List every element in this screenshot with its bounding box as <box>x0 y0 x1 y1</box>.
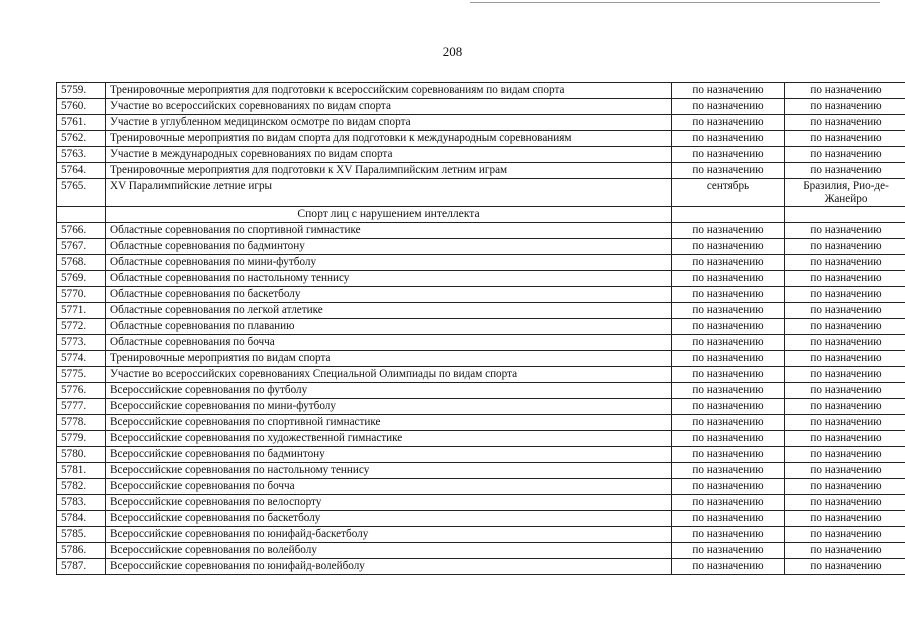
row-number: 5786. <box>57 543 106 559</box>
section-num-cell <box>57 207 106 223</box>
table-row <box>57 239 905 255</box>
event-name: Всероссийские соревнования по настольному теннису <box>106 463 672 479</box>
event-name: Всероссийские соревнования по футболу <box>106 383 672 399</box>
section-row <box>57 207 905 223</box>
row-number: 5775. <box>57 367 106 383</box>
event-date: по назначению <box>672 255 785 271</box>
row-number: 5771. <box>57 303 106 319</box>
table-row <box>57 179 905 207</box>
event-place: по назначению <box>785 367 905 383</box>
event-date: по назначению <box>672 495 785 511</box>
event-place: по назначению <box>785 271 905 287</box>
event-name: Всероссийские соревнования по велоспорту <box>106 495 672 511</box>
event-date: по назначению <box>672 99 785 115</box>
row-number: 5760. <box>57 99 106 115</box>
table-row <box>57 271 905 287</box>
row-number: 5761. <box>57 115 106 131</box>
table-row <box>57 163 905 179</box>
row-number: 5765. <box>57 179 106 207</box>
row-number: 5778. <box>57 415 106 431</box>
row-number: 5783. <box>57 495 106 511</box>
event-name: Областные соревнования по легкой атлетике <box>106 303 672 319</box>
event-name: Областные соревнования по бадминтону <box>106 239 672 255</box>
row-number: 5766. <box>57 223 106 239</box>
section-place-cell <box>785 207 905 223</box>
event-name: Всероссийские соревнования по баскетболу <box>106 511 672 527</box>
table-row <box>57 147 905 163</box>
event-name: Всероссийские соревнования по юнифайд-баскетболу <box>106 527 672 543</box>
event-date: по назначению <box>672 115 785 131</box>
event-place: по назначению <box>785 383 905 399</box>
event-place: по назначению <box>785 351 905 367</box>
row-number: 5772. <box>57 319 106 335</box>
row-number: 5779. <box>57 431 106 447</box>
event-date: по назначению <box>672 511 785 527</box>
event-place: по назначению <box>785 415 905 431</box>
event-name: Всероссийские соревнования по волейболу <box>106 543 672 559</box>
event-name: Всероссийские соревнования по художественной гимнастике <box>106 431 672 447</box>
row-number: 5770. <box>57 287 106 303</box>
table-row <box>57 335 905 351</box>
table-row <box>57 431 905 447</box>
table-row <box>57 99 905 115</box>
event-name: Тренировочные мероприятия для подготовки к всероссийским соревнованиям по видам спорта <box>106 83 672 99</box>
table-row <box>57 463 905 479</box>
table-row <box>57 115 905 131</box>
table-row <box>57 527 905 543</box>
event-place: по назначению <box>785 399 905 415</box>
table-row <box>57 319 905 335</box>
event-date: по назначению <box>672 447 785 463</box>
event-place: по назначению <box>785 239 905 255</box>
event-date: по назначению <box>672 415 785 431</box>
event-place: Бразилия, Рио-де-Жанейро <box>785 179 905 207</box>
event-date: по назначению <box>672 223 785 239</box>
event-name: Областные соревнования по мини-футболу <box>106 255 672 271</box>
event-date: по назначению <box>672 559 785 575</box>
row-number: 5785. <box>57 527 106 543</box>
event-name: Всероссийские соревнования по бочча <box>106 479 672 495</box>
table-row <box>57 303 905 319</box>
event-name: Участие во всероссийских соревнованиях по видам спорта <box>106 99 672 115</box>
row-number: 5784. <box>57 511 106 527</box>
event-date: по назначению <box>672 147 785 163</box>
table-row <box>57 479 905 495</box>
table-row <box>57 447 905 463</box>
row-number: 5759. <box>57 83 106 99</box>
event-place: по назначению <box>785 147 905 163</box>
event-date: по назначению <box>672 351 785 367</box>
event-name: Всероссийские соревнования по спортивной гимнастике <box>106 415 672 431</box>
event-place: по назначению <box>785 559 905 575</box>
table-row <box>57 415 905 431</box>
row-number: 5767. <box>57 239 106 255</box>
table-row <box>57 559 905 575</box>
event-place: по назначению <box>785 163 905 179</box>
event-place: по назначению <box>785 463 905 479</box>
event-place: по назначению <box>785 335 905 351</box>
event-date: по назначению <box>672 399 785 415</box>
row-number: 5777. <box>57 399 106 415</box>
table-row <box>57 351 905 367</box>
table-body-bottom <box>57 223 905 575</box>
event-name: XV Паралимпийские летние игры <box>106 179 672 207</box>
event-date: по назначению <box>672 367 785 383</box>
event-place: по назначению <box>785 255 905 271</box>
row-number: 5781. <box>57 463 106 479</box>
event-name: Всероссийские соревнования по мини-футболу <box>106 399 672 415</box>
event-place: по назначению <box>785 83 905 99</box>
section-date-cell <box>672 207 785 223</box>
event-place: по назначению <box>785 543 905 559</box>
event-place: по назначению <box>785 287 905 303</box>
event-name: Тренировочные мероприятия по видам спорта для подготовки к международным соревнованиям <box>106 131 672 147</box>
row-number: 5763. <box>57 147 106 163</box>
event-date: по назначению <box>672 383 785 399</box>
row-number: 5773. <box>57 335 106 351</box>
row-number: 5768. <box>57 255 106 271</box>
row-number: 5780. <box>57 447 106 463</box>
event-place: по назначению <box>785 319 905 335</box>
event-name: Областные соревнования по бочча <box>106 335 672 351</box>
event-date: по назначению <box>672 335 785 351</box>
event-place: по назначению <box>785 479 905 495</box>
event-place: по назначению <box>785 223 905 239</box>
event-name: Всероссийские соревнования по бадминтону <box>106 447 672 463</box>
table-row <box>57 287 905 303</box>
table-row <box>57 131 905 147</box>
table-row <box>57 511 905 527</box>
event-place: по назначению <box>785 115 905 131</box>
event-date: по назначению <box>672 83 785 99</box>
events-table <box>56 82 905 575</box>
row-number: 5762. <box>57 131 106 147</box>
section-header <box>57 207 905 223</box>
table-row <box>57 495 905 511</box>
event-place: по назначению <box>785 431 905 447</box>
event-place: по назначению <box>785 303 905 319</box>
row-number: 5787. <box>57 559 106 575</box>
event-date: по назначению <box>672 239 785 255</box>
row-number: 5774. <box>57 351 106 367</box>
event-date: по назначению <box>672 479 785 495</box>
event-date: по назначению <box>672 319 785 335</box>
event-place: по назначению <box>785 99 905 115</box>
event-name: Участие в международных соревнованиях по видам спорта <box>106 147 672 163</box>
event-date: по назначению <box>672 431 785 447</box>
event-name: Областные соревнования по баскетболу <box>106 287 672 303</box>
event-date: по назначению <box>672 287 785 303</box>
event-place: по назначению <box>785 495 905 511</box>
event-place: по назначению <box>785 527 905 543</box>
event-place: по назначению <box>785 131 905 147</box>
table-row <box>57 543 905 559</box>
event-name: Областные соревнования по настольному теннису <box>106 271 672 287</box>
event-date: по назначению <box>672 543 785 559</box>
event-name: Областные соревнования по плаванию <box>106 319 672 335</box>
table-row <box>57 83 905 99</box>
row-number: 5764. <box>57 163 106 179</box>
table-row <box>57 383 905 399</box>
event-date: по назначению <box>672 303 785 319</box>
row-number: 5769. <box>57 271 106 287</box>
table-row <box>57 255 905 271</box>
event-date: по назначению <box>672 131 785 147</box>
row-number: 5782. <box>57 479 106 495</box>
section-title: Спорт лиц с нарушением интеллекта <box>106 207 672 223</box>
event-date: по назначению <box>672 163 785 179</box>
event-name: Участие во всероссийских соревнованиях Специальной Олимпиады по видам спорта <box>106 367 672 383</box>
event-date: сентябрь <box>672 179 785 207</box>
event-name: Участие в углубленном медицинском осмотре по видам спорта <box>106 115 672 131</box>
page-number: 208 <box>442 44 463 59</box>
event-date: по назначению <box>672 271 785 287</box>
table-row <box>57 223 905 239</box>
event-name: Тренировочные мероприятия по видам спорта <box>106 351 672 367</box>
table-row <box>57 399 905 415</box>
table-body-top <box>57 83 905 207</box>
event-place: по назначению <box>785 447 905 463</box>
event-name: Тренировочные мероприятия для подготовки к XV Паралимпийским летним играм <box>106 163 672 179</box>
event-date: по назначению <box>672 463 785 479</box>
top-edge-line <box>470 2 880 3</box>
event-name: Всероссийские соревнования по юнифайд-волейболу <box>106 559 672 575</box>
row-number: 5776. <box>57 383 106 399</box>
event-place: по назначению <box>785 511 905 527</box>
event-name: Областные соревнования по спортивной гимнастике <box>106 223 672 239</box>
event-date: по назначению <box>672 527 785 543</box>
table-row <box>57 367 905 383</box>
